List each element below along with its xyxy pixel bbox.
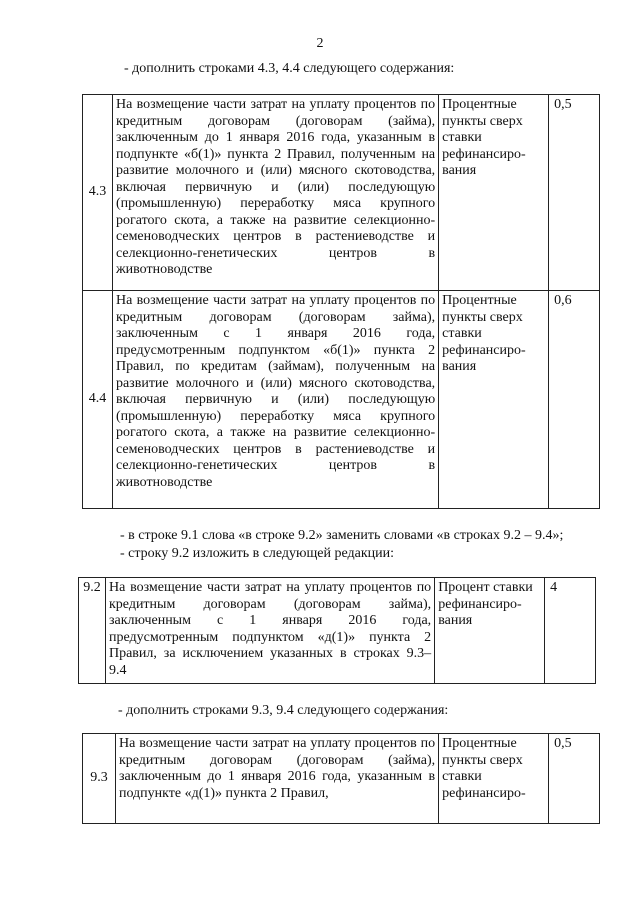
row-unit: Процент ставки рефинансиро-вания (435, 578, 545, 684)
instruction-add-rows-4-3-4-4: - дополнить строками 4.3, 4.4 следующего содержания: (124, 61, 455, 76)
table-rows-9-3 (82, 733, 600, 824)
row-value: 0,5 (549, 734, 600, 824)
table-row-9-2 (78, 577, 596, 684)
instruction-replace-words-9-1: - в строке 9.1 слова «в строке 9.2» заменить словами «в строках 9.2 – 9.4»; (120, 528, 564, 543)
table-row (79, 578, 596, 684)
page-number: 2 (316, 36, 324, 51)
row-number: 9.2 (79, 578, 106, 684)
instruction-rewrite-row-9-2: - строку 9.2 изложить в следующей редакции: (120, 546, 395, 561)
row-description: На возмещение части затрат на уплату процентов по кредитным договорам (договорам займа), заключенным с 1 января 2016 года, предусмотренным подпунктом «д(1)» пункта 2 Правил, за исключением указанных в строках 9.3– 9.4 (105, 578, 434, 684)
row-description: На возмещение части затрат на уплату процентов по кредитным договорам (договорам (займа), заключенным до 1 января 2016 года, указанным в подпункте «д(1)» пункта 2 Правил, (115, 734, 438, 824)
table-row (83, 734, 600, 824)
row-unit: Процентные пункты сверх ставки рефинансиро- (439, 734, 549, 824)
table-rows-4-3-4-4 (82, 94, 600, 509)
row-description: На возмещение части затрат на уплату процентов по кредитным договорам (договорам займа), заключенным с 1 января 2016 года, предусмотренным подпунктом «б(1)» пункта 2 Правил, по кредитам (займам), полученным на развитие молочного и (или) мясного скотоводства, включая первичную и (или) последующую (промышленную) переработку мяса крупного рогатого скота, а также на развитие селекционно-семеноводческих центров в растениеводстве и селекционно-генетических центров в животноводстве (112, 291, 438, 509)
row-description: На возмещение части затрат на уплату процентов по кредитным договорам (договорам (займа), заключенным до 1 января 2016 года, указанным в подпункте «б(1)» пункта 2 Правил, полученным на развитие молочного и (или) мясного скотоводства, включая первичную и (или) последующую (промышленную) переработку мяса крупного рогатого скота, а также на развитие селекционно-семеноводческих центров в растениеводстве и селекционно-генетических центров в животноводстве (112, 95, 438, 291)
table-row (83, 291, 600, 509)
row-value: 0,6 (549, 291, 600, 509)
row-number: 4.3 (83, 95, 113, 291)
instruction-add-rows-9-3-9-4: - дополнить строками 9.3, 9.4 следующего содержания: (118, 703, 449, 718)
table-row (83, 95, 600, 291)
row-number: 9.3 (83, 734, 116, 824)
row-value: 4 (545, 578, 596, 684)
row-number: 4.4 (83, 291, 113, 509)
row-value: 0,5 (549, 95, 600, 291)
row-unit: Процентные пункты сверх ставки рефинансиро-вания (439, 291, 549, 509)
row-unit: Процентные пункты сверх ставки рефинансиро-вания (439, 95, 549, 291)
